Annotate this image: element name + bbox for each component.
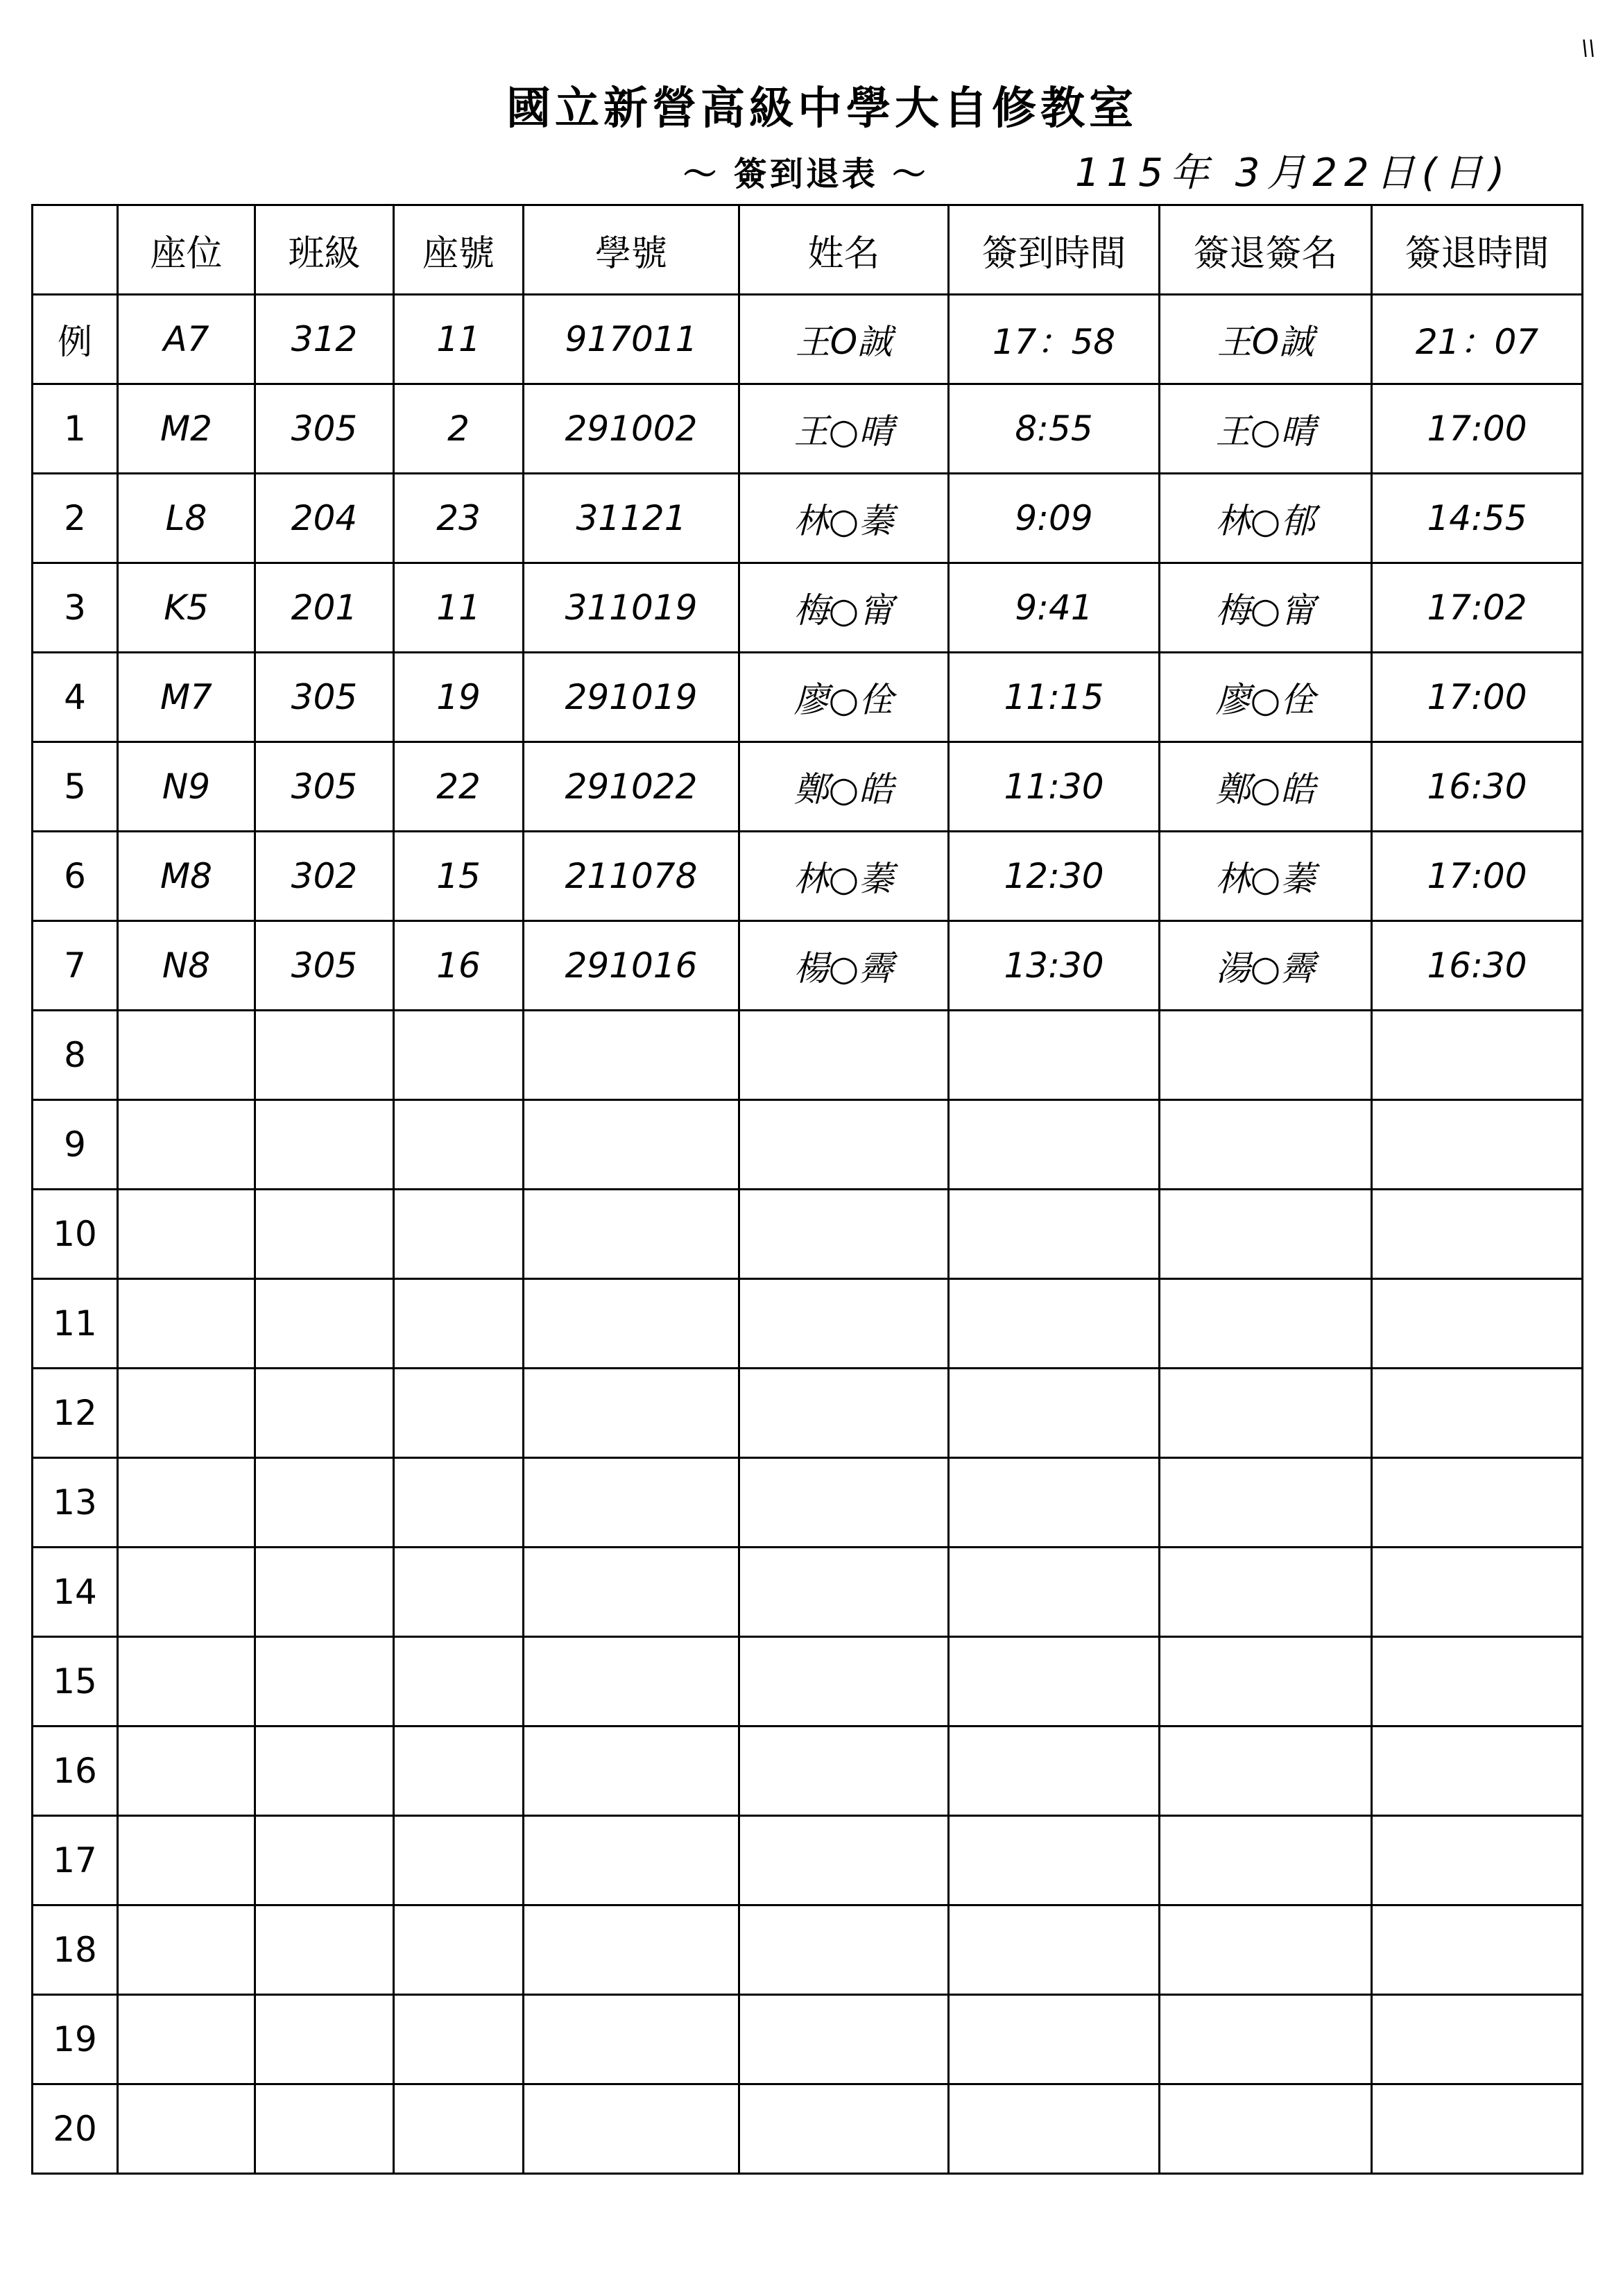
cell-name[interactable] (739, 1100, 949, 1190)
cell-seat[interactable] (118, 1548, 255, 1637)
cell-name[interactable] (739, 1727, 949, 1816)
cell-row-number: 1 (33, 384, 118, 474)
cell-seat-number[interactable]: 16 (394, 921, 524, 1011)
cell-sign-out-time[interactable]: 16:30 (1372, 742, 1583, 832)
column-header-seat: 座位 (118, 205, 255, 295)
cell-name[interactable] (739, 1905, 949, 1995)
cell-seat[interactable]: N9 (118, 742, 255, 832)
cell-row-number: 20 (33, 2084, 118, 2174)
cell-row-number: 例 (33, 295, 118, 384)
cell-name[interactable] (739, 1011, 949, 1100)
cell-sign-out-signature[interactable] (1160, 1100, 1372, 1190)
cell-sign-out-signature[interactable] (1160, 1637, 1372, 1727)
cell-seat-number[interactable] (394, 1011, 524, 1100)
cell-sign-out-signature[interactable] (1160, 1548, 1372, 1637)
table-row (33, 832, 1583, 921)
cell-student-id[interactable]: 291019 (524, 653, 739, 742)
cell-student-id[interactable]: 291016 (524, 921, 739, 1011)
cell-name[interactable] (739, 1458, 949, 1548)
cell-sign-in-time[interactable] (949, 1637, 1160, 1727)
cell-row-number: 17 (33, 1816, 118, 1905)
table-row (33, 653, 1583, 742)
cell-row-number: 11 (33, 1279, 118, 1369)
cell-row-number: 16 (33, 1727, 118, 1816)
cell-sign-out-time[interactable] (1372, 1816, 1583, 1905)
cell-class[interactable]: 305 (255, 921, 394, 1011)
cell-seat[interactable] (118, 1727, 255, 1816)
cell-name[interactable]: 王○晴 (739, 384, 949, 474)
cell-name[interactable]: 梅○甯 (739, 563, 949, 653)
cell-student-id[interactable]: 291002 (524, 384, 739, 474)
cell-student-id[interactable] (524, 1279, 739, 1369)
table-row (33, 1816, 1583, 1905)
cell-sign-out-signature[interactable] (1160, 2084, 1372, 2174)
column-header-row-number (33, 205, 118, 295)
table-header-row (33, 205, 1583, 295)
corner-mark: \\ (1581, 36, 1595, 60)
form-subtitle: ～ 簽到退表 ～ (683, 155, 929, 194)
cell-sign-out-signature[interactable] (1160, 1011, 1372, 1100)
cell-sign-out-signature[interactable] (1160, 1190, 1372, 1279)
cell-sign-out-time[interactable] (1372, 1190, 1583, 1279)
cell-name[interactable]: 楊○霽 (739, 921, 949, 1011)
cell-name[interactable] (739, 1637, 949, 1727)
cell-row-number: 12 (33, 1369, 118, 1458)
cell-seat-number[interactable] (394, 1100, 524, 1190)
cell-sign-out-time[interactable]: 14:55 (1372, 474, 1583, 563)
cell-class[interactable]: 305 (255, 384, 394, 474)
cell-row-number: 9 (33, 1100, 118, 1190)
cell-class[interactable]: 312 (255, 295, 394, 384)
cell-sign-out-signature[interactable]: 林○蓁 (1160, 832, 1372, 921)
cell-row-number: 5 (33, 742, 118, 832)
column-header-sign-out-signature: 簽退簽名 (1160, 205, 1372, 295)
cell-seat-number[interactable]: 2 (394, 384, 524, 474)
cell-sign-in-time[interactable]: 9:09 (949, 474, 1160, 563)
cell-sign-out-signature[interactable]: 廖○佺 (1160, 653, 1372, 742)
cell-sign-out-signature[interactable] (1160, 1905, 1372, 1995)
cell-sign-in-time[interactable]: 12:30 (949, 832, 1160, 921)
cell-sign-in-time[interactable]: 9:41 (949, 563, 1160, 653)
cell-sign-out-time[interactable]: 17:02 (1372, 563, 1583, 653)
cell-class[interactable]: 305 (255, 653, 394, 742)
cell-sign-in-time[interactable]: 11:15 (949, 653, 1160, 742)
table-row (33, 1100, 1583, 1190)
table-row (33, 742, 1583, 832)
cell-seat[interactable] (118, 1369, 255, 1458)
cell-sign-in-time[interactable] (949, 1190, 1160, 1279)
cell-sign-out-signature[interactable]: 梅○甯 (1160, 563, 1372, 653)
cell-sign-out-time[interactable] (1372, 1369, 1583, 1458)
cell-row-number: 4 (33, 653, 118, 742)
cell-row-number: 15 (33, 1637, 118, 1727)
cell-student-id[interactable]: 211078 (524, 832, 739, 921)
cell-name[interactable] (739, 2084, 949, 2174)
table-row (33, 295, 1583, 384)
cell-seat-number[interactable] (394, 1279, 524, 1369)
column-header-student-id: 學號 (524, 205, 739, 295)
table-row (33, 1279, 1583, 1369)
cell-seat-number[interactable]: 19 (394, 653, 524, 742)
cell-sign-out-time[interactable] (1372, 1905, 1583, 1995)
cell-seat[interactable] (118, 1100, 255, 1190)
cell-sign-out-signature[interactable] (1160, 1727, 1372, 1816)
cell-sign-in-time[interactable] (949, 1279, 1160, 1369)
cell-class[interactable] (255, 1279, 394, 1369)
table-row (33, 1458, 1583, 1548)
cell-sign-out-time[interactable]: 16:30 (1372, 921, 1583, 1011)
column-header-class: 班級 (255, 205, 394, 295)
cell-sign-out-time[interactable] (1372, 1458, 1583, 1548)
cell-row-number: 14 (33, 1548, 118, 1637)
cell-sign-out-signature[interactable] (1160, 1995, 1372, 2084)
cell-seat-number[interactable]: 11 (394, 295, 524, 384)
table-row (33, 1727, 1583, 1816)
cell-sign-in-time[interactable] (949, 1100, 1160, 1190)
cell-sign-out-signature[interactable]: 王O誠 (1160, 295, 1372, 384)
cell-seat[interactable]: M2 (118, 384, 255, 474)
cell-student-id[interactable]: 291022 (524, 742, 739, 832)
cell-row-number: 8 (33, 1011, 118, 1100)
cell-row-number: 7 (33, 921, 118, 1011)
cell-sign-in-time[interactable] (949, 1905, 1160, 1995)
cell-sign-in-time[interactable] (949, 1995, 1160, 2084)
table-row (33, 1011, 1583, 1100)
cell-student-id[interactable] (524, 1816, 739, 1905)
cell-sign-in-time[interactable] (949, 1369, 1160, 1458)
cell-class[interactable]: 305 (255, 742, 394, 832)
cell-row-number: 6 (33, 832, 118, 921)
table-row (33, 1190, 1583, 1279)
cell-sign-in-time[interactable]: 17：58 (949, 295, 1160, 384)
cell-name[interactable] (739, 1995, 949, 2084)
cell-sign-in-time[interactable]: 8:55 (949, 384, 1160, 474)
handwritten-date: 115年 3月22日(日) (1075, 151, 1512, 196)
cell-sign-out-signature[interactable] (1160, 1458, 1372, 1548)
cell-sign-out-signature[interactable]: 林○郁 (1160, 474, 1372, 563)
cell-seat-number[interactable]: 11 (394, 563, 524, 653)
cell-student-id[interactable] (524, 1458, 739, 1548)
table-row (33, 2084, 1583, 2174)
cell-seat-number[interactable] (394, 1727, 524, 1816)
column-header-sign-out-time: 簽退時間 (1372, 205, 1583, 295)
cell-sign-in-time[interactable] (949, 1458, 1160, 1548)
page-title: 國立新營高級中學大自修教室 (506, 83, 1137, 135)
cell-sign-out-signature[interactable]: 鄭○皓 (1160, 742, 1372, 832)
cell-class[interactable]: 302 (255, 832, 394, 921)
cell-name[interactable] (739, 1279, 949, 1369)
cell-seat-number[interactable] (394, 1190, 524, 1279)
column-header-seat-number: 座號 (394, 205, 524, 295)
cell-student-id[interactable] (524, 1548, 739, 1637)
table-row (33, 1369, 1583, 1458)
cell-student-id[interactable] (524, 1100, 739, 1190)
cell-student-id[interactable] (524, 1637, 739, 1727)
cell-seat[interactable] (118, 1637, 255, 1727)
cell-seat-number[interactable]: 15 (394, 832, 524, 921)
cell-row-number: 2 (33, 474, 118, 563)
cell-class[interactable]: 204 (255, 474, 394, 563)
table-row (33, 1995, 1583, 2084)
cell-class[interactable] (255, 1727, 394, 1816)
cell-class[interactable] (255, 1011, 394, 1100)
cell-class[interactable] (255, 1905, 394, 1995)
cell-seat-number[interactable] (394, 1548, 524, 1637)
cell-sign-out-time[interactable]: 21：07 (1372, 295, 1583, 384)
cell-sign-in-time[interactable]: 11:30 (949, 742, 1160, 832)
cell-name[interactable] (739, 1816, 949, 1905)
cell-seat[interactable] (118, 1458, 255, 1548)
cell-seat[interactable]: A7 (118, 295, 255, 384)
cell-row-number: 19 (33, 1995, 118, 2084)
cell-name[interactable]: 廖○佺 (739, 653, 949, 742)
cell-sign-out-signature[interactable] (1160, 1369, 1372, 1458)
cell-sign-out-time[interactable] (1372, 1011, 1583, 1100)
cell-seat[interactable] (118, 1011, 255, 1100)
cell-sign-out-signature[interactable]: 湯○霽 (1160, 921, 1372, 1011)
cell-seat-number[interactable] (394, 1816, 524, 1905)
cell-seat-number[interactable] (394, 1905, 524, 1995)
cell-row-number: 13 (33, 1458, 118, 1548)
cell-class[interactable] (255, 1548, 394, 1637)
cell-class[interactable] (255, 1458, 394, 1548)
cell-class[interactable] (255, 1369, 394, 1458)
cell-seat-number[interactable] (394, 1637, 524, 1727)
cell-class[interactable] (255, 1190, 394, 1279)
cell-student-id[interactable] (524, 1727, 739, 1816)
cell-seat[interactable]: L8 (118, 474, 255, 563)
cell-name[interactable] (739, 1190, 949, 1279)
cell-sign-in-time[interactable]: 13:30 (949, 921, 1160, 1011)
cell-class[interactable] (255, 1100, 394, 1190)
table-row (33, 384, 1583, 474)
cell-student-id[interactable] (524, 1011, 739, 1100)
cell-student-id[interactable] (524, 1369, 739, 1458)
cell-sign-out-time[interactable] (1372, 1279, 1583, 1369)
cell-class[interactable] (255, 2084, 394, 2174)
cell-student-id[interactable]: 311019 (524, 563, 739, 653)
cell-seat[interactable]: M7 (118, 653, 255, 742)
cell-seat[interactable] (118, 1995, 255, 2084)
cell-sign-out-time[interactable] (1372, 1995, 1583, 2084)
cell-sign-out-signature[interactable] (1160, 1279, 1372, 1369)
cell-seat-number[interactable]: 23 (394, 474, 524, 563)
cell-seat-number[interactable] (394, 1369, 524, 1458)
cell-student-id[interactable]: 917011 (524, 295, 739, 384)
table-row (33, 921, 1583, 1011)
cell-student-id[interactable]: 31121 (524, 474, 739, 563)
cell-sign-out-signature[interactable]: 王○晴 (1160, 384, 1372, 474)
column-header-name: 姓名 (739, 205, 949, 295)
cell-seat[interactable] (118, 2084, 255, 2174)
cell-class[interactable] (255, 1637, 394, 1727)
table-row (33, 563, 1583, 653)
cell-seat[interactable] (118, 1190, 255, 1279)
cell-sign-out-time[interactable] (1372, 1548, 1583, 1637)
cell-seat[interactable] (118, 1905, 255, 1995)
table-row (33, 1548, 1583, 1637)
cell-class[interactable]: 201 (255, 563, 394, 653)
cell-student-id[interactable] (524, 2084, 739, 2174)
cell-sign-out-time[interactable]: 17:00 (1372, 653, 1583, 742)
cell-name[interactable]: 鄭○皓 (739, 742, 949, 832)
sign-in-table (31, 204, 1583, 2175)
cell-sign-out-time[interactable] (1372, 2084, 1583, 2174)
cell-sign-in-time[interactable] (949, 1727, 1160, 1816)
table-row (33, 1637, 1583, 1727)
cell-sign-out-time[interactable]: 17:00 (1372, 384, 1583, 474)
cell-row-number: 3 (33, 563, 118, 653)
cell-sign-in-time[interactable] (949, 1816, 1160, 1905)
table-row (33, 474, 1583, 563)
cell-seat-number[interactable] (394, 1458, 524, 1548)
cell-seat[interactable]: M8 (118, 832, 255, 921)
cell-sign-out-time[interactable] (1372, 1100, 1583, 1190)
cell-sign-out-time[interactable]: 17:00 (1372, 832, 1583, 921)
cell-seat[interactable]: N8 (118, 921, 255, 1011)
cell-seat-number[interactable] (394, 1995, 524, 2084)
cell-sign-in-time[interactable] (949, 2084, 1160, 2174)
cell-seat-number[interactable] (394, 2084, 524, 2174)
cell-class[interactable] (255, 1995, 394, 2084)
cell-class[interactable] (255, 1816, 394, 1905)
cell-student-id[interactable] (524, 1905, 739, 1995)
cell-sign-out-time[interactable] (1372, 1727, 1583, 1816)
cell-name[interactable]: 林○蓁 (739, 474, 949, 563)
cell-sign-out-time[interactable] (1372, 1637, 1583, 1727)
cell-row-number: 10 (33, 1190, 118, 1279)
cell-sign-in-time[interactable] (949, 1011, 1160, 1100)
table-row (33, 1905, 1583, 1995)
cell-row-number: 18 (33, 1905, 118, 1995)
cell-sign-out-signature[interactable] (1160, 1816, 1372, 1905)
cell-name[interactable] (739, 1548, 949, 1637)
cell-seat[interactable]: K5 (118, 563, 255, 653)
column-header-sign-in-time: 簽到時間 (949, 205, 1160, 295)
cell-name[interactable] (739, 1369, 949, 1458)
cell-student-id[interactable] (524, 1190, 739, 1279)
cell-seat[interactable] (118, 1816, 255, 1905)
cell-seat[interactable] (118, 1279, 255, 1369)
cell-student-id[interactable] (524, 1995, 739, 2084)
cell-name[interactable]: 林○蓁 (739, 832, 949, 921)
cell-sign-in-time[interactable] (949, 1548, 1160, 1637)
cell-seat-number[interactable]: 22 (394, 742, 524, 832)
cell-name[interactable]: 王O誠 (739, 295, 949, 384)
